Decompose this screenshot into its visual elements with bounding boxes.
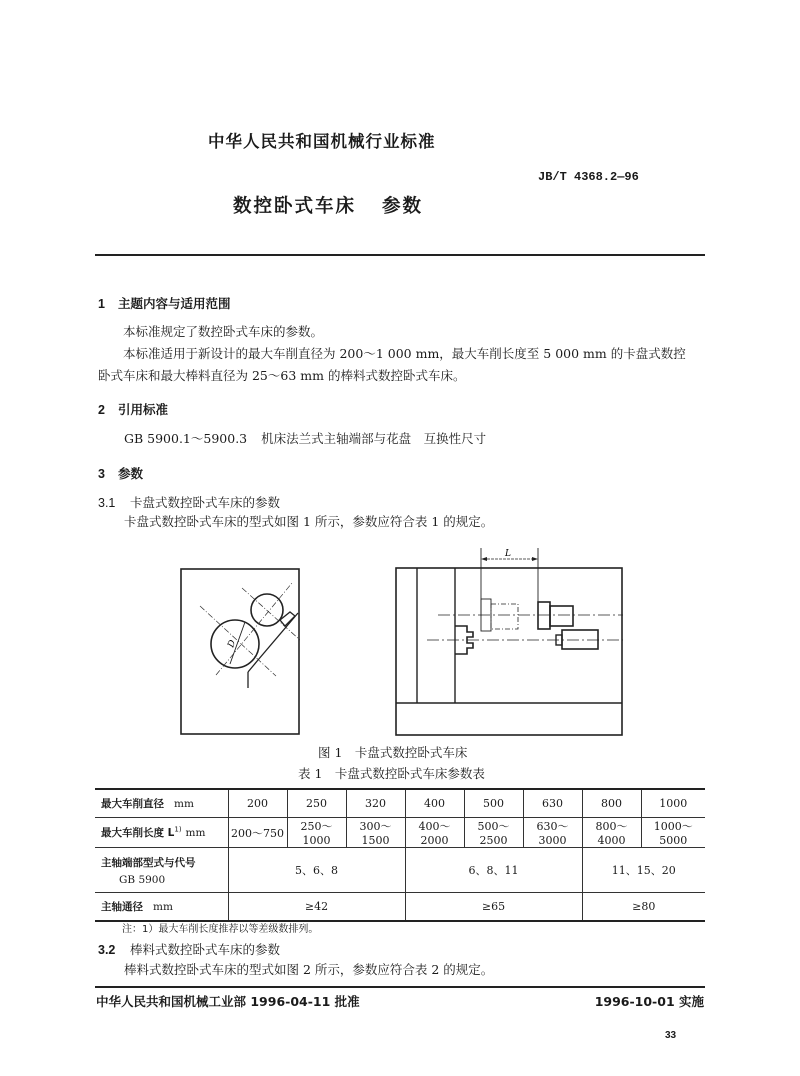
table-cell: 630～3000: [523, 818, 582, 848]
section-1-para-2-line-2: 卧式车床和最大棒料直径为 25～63 mm 的棒料式数控卧式车床。: [98, 368, 466, 383]
table-cell: 1000～5000: [641, 818, 705, 848]
row-label: 最大车削直径 mm: [95, 789, 228, 818]
title-sub: 参数: [382, 196, 424, 217]
lathe-layout-diagram: [395, 548, 623, 736]
section-3-1-heading: 3.1 卡盘式数控卧式车床的参数: [98, 495, 281, 510]
table-cell: 250: [287, 789, 346, 818]
table-1-note: 注：1）最大车削长度推荐以等差级数排列。: [122, 924, 319, 935]
standard-number: JB/T 4368.2—96: [538, 170, 639, 184]
figure-1-lathe-view: [395, 548, 623, 736]
document-title: [233, 192, 423, 218]
table-cell: 320: [346, 789, 405, 818]
issuing-organization: 中华人民共和国机械行业标准: [208, 132, 436, 151]
table-cell: 300～1500: [346, 818, 405, 848]
table-cell: 200～750: [228, 818, 287, 848]
section-3-heading: 3 参数: [98, 466, 144, 481]
diameter-label: D: [226, 638, 239, 650]
figure-1-caption: 图 1 卡盘式数控卧式车床: [318, 745, 468, 760]
table-cell: 400: [405, 789, 464, 818]
section-3-2-para: 棒料式数控卧式车床的型式如图 2 所示，参数应符合表 2 的规定。: [124, 962, 494, 977]
section-1-heading: 1 主题内容与适用范围: [98, 296, 231, 311]
row-label: 最大车削长度 $L^{1)}$ mm: [95, 818, 228, 848]
section-3-2-heading: 3.2 棒料式数控卧式车床的参数: [98, 942, 281, 957]
section-3-1-para: 卡盘式数控卧式车床的型式如图 1 所示，参数应符合表 1 的规定。: [124, 514, 494, 529]
section-2-heading: 2 引用标准: [98, 402, 169, 417]
table-cell: 200: [228, 789, 287, 818]
table-cell: 250～1000: [287, 818, 346, 848]
table-cell: ≥65: [405, 893, 582, 922]
length-label: L: [505, 549, 511, 559]
table-row-max-turning-diameter: [95, 789, 705, 818]
table-1-caption: 表 1 卡盘式数控卧式车床参数表: [298, 766, 485, 781]
chuck-workpiece-diagram: [180, 568, 300, 735]
table-cell: 1000: [641, 789, 705, 818]
table-cell: 800～4000: [582, 818, 641, 848]
table-row-max-turning-length: [95, 818, 705, 848]
table-row-spindle-nose-type: [95, 848, 705, 893]
reference-standard: [124, 428, 486, 450]
row-label: 主轴通径 mm: [95, 893, 228, 922]
table-1-parameters: [95, 788, 705, 922]
table-cell: ≥80: [582, 893, 705, 922]
table-cell: 630: [523, 789, 582, 818]
row-label: 主轴端部型式与代号 GB 5900: [95, 848, 228, 893]
table-row-spindle-bore: [95, 893, 705, 922]
table-cell: ≥42: [228, 893, 405, 922]
effective-date: 1996-10-01 实施: [594, 994, 704, 1009]
header-divider: [95, 254, 705, 256]
section-1-body: [98, 321, 708, 387]
section-1-para-1: 本标准规定了数控卧式车床的参数。: [123, 324, 324, 339]
table-cell: 500: [464, 789, 523, 818]
table-cell: 400～2000: [405, 818, 464, 848]
title-main: 数控卧式车床: [233, 196, 357, 217]
table-cell: 6、8、11: [405, 848, 582, 893]
footer-divider: [95, 986, 705, 988]
table-cell: 800: [582, 789, 641, 818]
table-cell: 11、15、20: [582, 848, 705, 893]
figure-1-chuck-view: [180, 568, 300, 735]
table-cell: 500～2500: [464, 818, 523, 848]
table-cell: 5、6、8: [228, 848, 405, 893]
approval-statement: 中华人民共和国机械工业部 1996-04-11 批准: [96, 994, 360, 1009]
reference-code: GB 5900.1～5900.3: [124, 431, 248, 446]
page-number: 33: [665, 1030, 677, 1041]
section-1-para-2-line-1: 本标准适用于新设计的最大车削直径为 200～1 000 mm，最大车削长度至 5 000 mm 的卡盘式数控: [123, 346, 686, 361]
reference-title: 机床法兰式主轴端部与花盘 互换性尺寸: [261, 431, 487, 446]
